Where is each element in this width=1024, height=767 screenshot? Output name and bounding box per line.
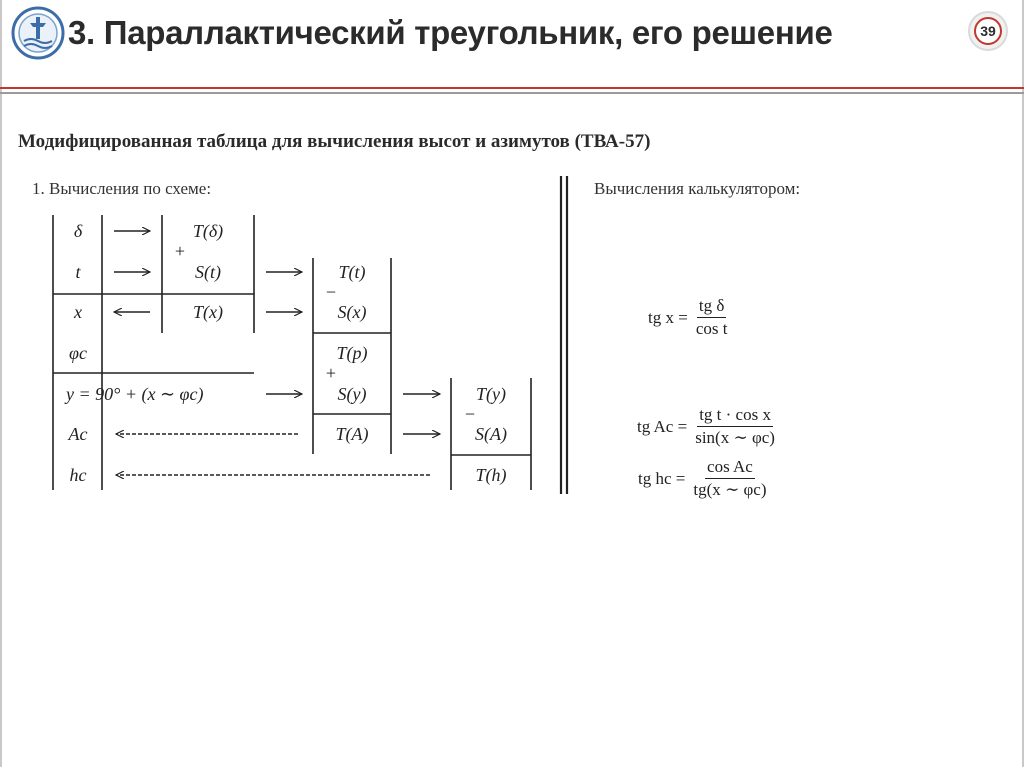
formula-tg-A-fraction [693,405,777,448]
calculator-caption: Вычисления калькулятором: [594,179,801,198]
formula-tg-A-numerator: tg t · cos x [697,405,773,427]
row-label-x: x [74,302,82,322]
op-plus-2: + [325,363,337,383]
formula-tg-x-denominator: cos t [695,319,728,338]
formula-tg-h [638,457,769,500]
op-minus-2: − [464,404,476,424]
cell-T-A: T(A) [335,424,369,444]
formula-tg-A-lhs: tg Ac = [637,416,688,436]
title-underline-red [0,87,1024,89]
cell-S-A: S(A) [475,424,507,444]
row-label-t: t [75,262,81,282]
row-label-h: hc [69,465,87,485]
page-number: 39 [974,17,1002,45]
op-plus-1: + [174,241,186,261]
formula-tg-h-denominator: tg(x ∼ φc) [693,480,767,499]
op-minus-1: − [325,282,337,302]
title-underline-gray [0,92,1024,94]
cell-T-delta: T(δ) [192,221,224,241]
formula-tg-x [648,296,729,339]
row-label-delta: δ [73,221,83,241]
formula-tg-h-lhs: tg hc = [638,468,686,488]
scheme-caption: 1. Вычисления по схеме: [32,179,212,198]
university-emblem-icon [10,5,66,61]
cell-S-y: S(y) [337,384,367,404]
page-number-badge [968,11,1008,51]
row-label-phi: φc [69,343,87,363]
formula-tg-x-fraction [694,296,730,339]
cell-T-x: T(x) [193,302,223,322]
formula-tg-h-numerator: cos Ac [705,457,755,479]
cell-T-y: T(y) [476,384,506,404]
section-heading: Модифицированная таблица для вычисления высот и азимутов (ТВА-57) [18,131,651,152]
cell-T-p: T(p) [336,343,368,363]
cell-S-x: S(x) [337,302,367,322]
cell-S-t: S(t) [195,262,221,282]
cell-T-h: T(h) [475,465,507,485]
cell-T-t: T(t) [338,262,366,282]
slide-title: 3. Параллактический треугольник, его решение [68,14,833,51]
formula-tg-x-numerator: tg δ [697,296,726,318]
row-label-y: y = 90° + (x ∼ φc) [66,384,204,404]
formula-tg-A-denominator: sin(x ∼ φc) [695,428,775,447]
formula-tg-A [637,405,777,448]
formula-tg-h-fraction [691,457,768,500]
row-label-A: Ac [68,424,88,444]
formula-tg-x-lhs: tg x = [648,307,688,327]
